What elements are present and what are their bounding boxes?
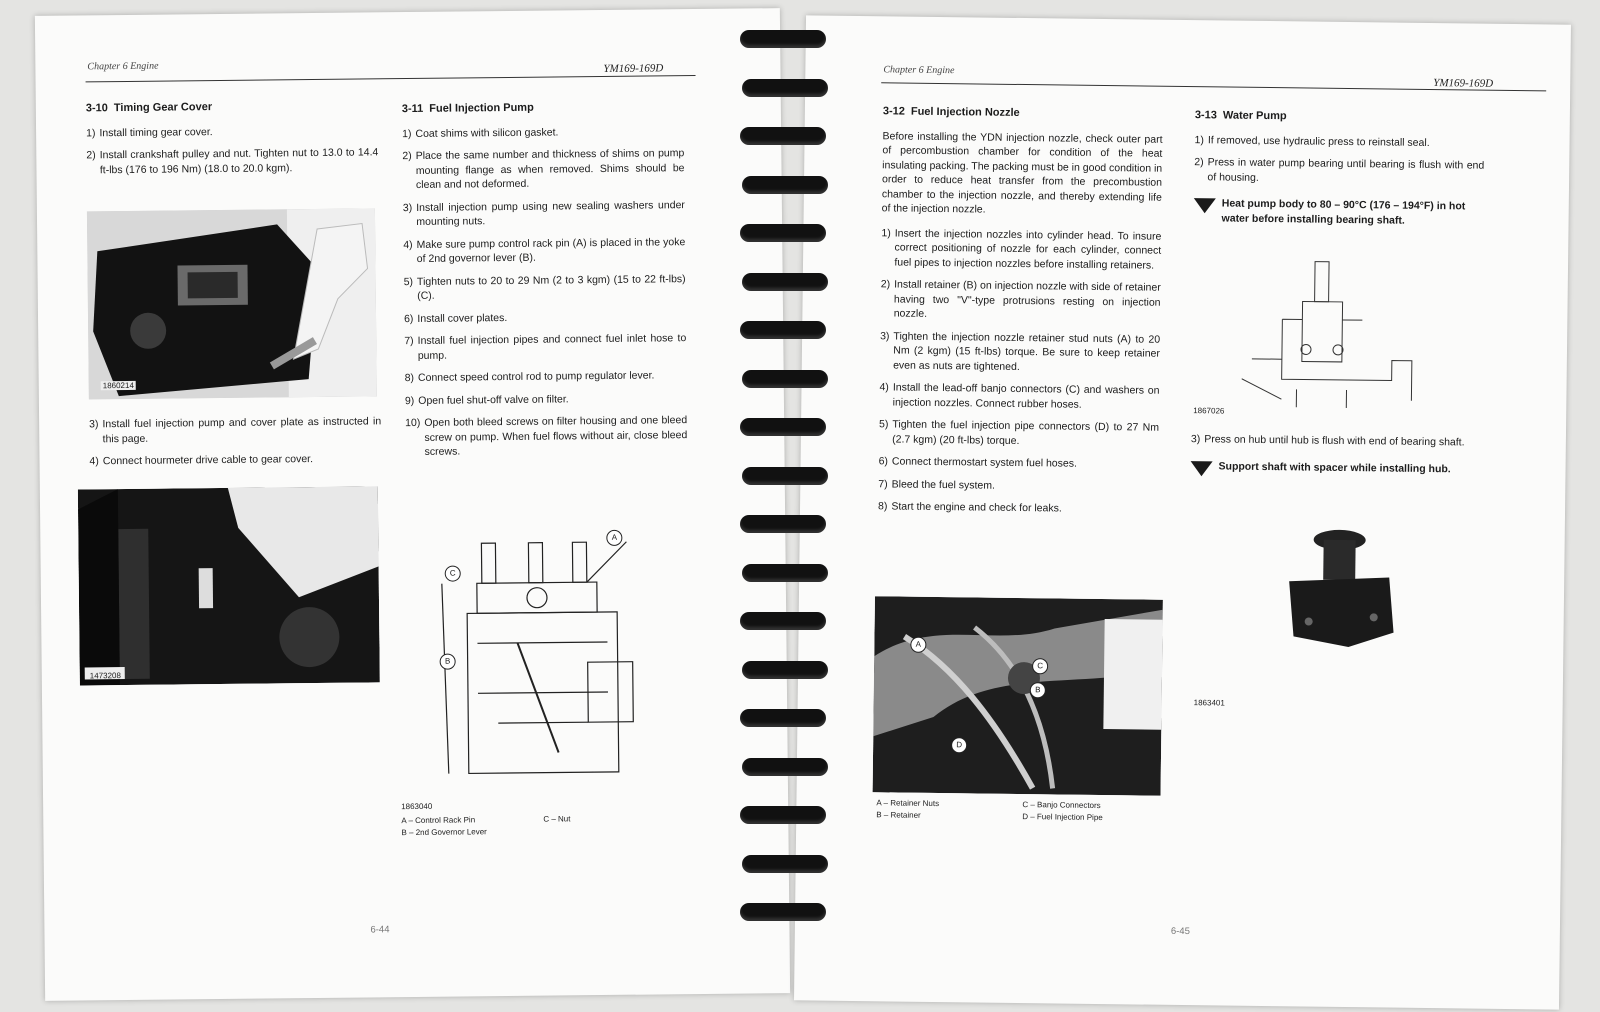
callout-d: D: [951, 737, 967, 753]
section-3-13-cont: [1190, 432, 1481, 491]
section-3-11: [402, 99, 688, 467]
step: 1) Install timing gear cover.: [86, 125, 213, 139]
caution-note: Heat pump body to 80 – 90°C (176 – 194°F) in hot water before installing bearing shaft.: [1194, 196, 1484, 229]
figure-id: 1867026: [1193, 406, 1225, 416]
gear-cover-photo: [78, 486, 380, 685]
binding-coil: [742, 758, 828, 776]
step: 3) Press on hub until hub is flush with end of bearing shaft.: [1190, 433, 1465, 449]
intro-paragraph: Before installing the YDN injection nozzle, check outer part of percombustion chamber for condition of the heat insulating packing. The packing must be in good condition in order to reduce heat transfer from the precombustion chamber to the injection nozzle, and thereby extending life of the injection nozzle.: [881, 129, 1163, 216]
binding-coil: [742, 79, 828, 97]
callout-c: C: [1032, 658, 1048, 674]
step: 2) Place the same number and thickness of shims on pump mounting flange as when removed. Shims should be clean and not deformed.: [402, 147, 685, 191]
binding-coil: [740, 515, 826, 533]
step: 4) Make sure pump control rack pin (A) is placed in the yoke of 2nd governor lever (B).: [403, 235, 686, 265]
step: 5) Tighten the fuel injection pipe connectors (D) to 27 Nm (2.7 kgm) (20 ft-lbs) torque.: [878, 418, 1160, 447]
step: 5) Tighten nuts to 20 to 29 Nm (2 to 3 kgm) (15 to 22 ft-lbs) (C).: [403, 272, 686, 302]
callout-b: B: [440, 654, 456, 670]
right-page: [794, 15, 1571, 1009]
section-title: 3-13 Water Pump: [1194, 109, 1287, 123]
section-title: 3-11 Fuel Injection Pump: [401, 101, 534, 116]
step: 7) Bleed the fuel system.: [878, 477, 996, 492]
chapter-header: Chapter 6 Engine: [883, 64, 955, 77]
figure-id: 1863401: [1193, 698, 1225, 708]
legend-item: B – 2nd Governor Lever: [401, 827, 487, 838]
step: 6) Connect thermostart system fuel hoses.: [878, 455, 1078, 470]
step: 1) Coat shims with silicon gasket.: [402, 125, 559, 140]
step: 3) Install injection pump using new sealing washers under mounting nuts.: [402, 198, 685, 228]
binding-coil: [740, 709, 826, 727]
water-pump-photo: [1278, 521, 1400, 652]
legend-item: A – Control Rack Pin: [401, 815, 476, 826]
legend-item: B – Retainer: [876, 810, 921, 820]
binding-coil: [740, 806, 826, 824]
section-3-13: [1193, 108, 1485, 241]
figure-id: 1860214: [102, 380, 134, 391]
binding-coil: [742, 370, 828, 388]
chapter-header: Chapter 6 Engine: [87, 60, 159, 73]
step: 3) Install fuel injection pump and cover plate as instructed in this page.: [89, 415, 382, 445]
model-header: YM169-169D: [1433, 77, 1494, 90]
section-title: 3-10 Timing Gear Cover: [85, 101, 213, 115]
page-number: 6-44: [370, 924, 390, 936]
binding-coil: [740, 321, 826, 339]
binding-coil: [742, 564, 828, 582]
step: 1) If removed, use hydraulic press to reinstall seal.: [1194, 133, 1430, 149]
injection-pump-diagram: [436, 522, 639, 786]
page-number: 6-45: [1170, 925, 1190, 938]
caution-note: Support shaft with spacer while installing hub.: [1190, 459, 1480, 480]
nozzle-photo: [873, 596, 1163, 796]
binding-coil: [740, 418, 826, 436]
step: 9) Open fuel shut-off valve on filter.: [404, 392, 569, 407]
legend-item: D – Fuel Injection Pipe: [1022, 812, 1103, 823]
step: 2) Install retainer (B) on injection nozzle with side of retainer having two "V"-type protrusions resting on injection nozzle.: [880, 278, 1161, 320]
water-pump-diagram: [1241, 259, 1423, 409]
callout-b: B: [1030, 682, 1046, 698]
step: 8) Connect speed control rod to pump regulator lever.: [404, 369, 655, 385]
binding-coil: [740, 612, 826, 630]
step: 4) Install the lead-off banjo connectors (C) and washers on injection nozzles. Connect rubber hoses.: [879, 381, 1160, 411]
step: 2) Install crankshaft pulley and nut. Tighten nut to 13.0 to 14.4 ft-lbs (176 to 196 Nm) (18.0 to 20.0 kgm).: [86, 146, 379, 176]
header-rule: [86, 75, 696, 82]
step: 4) Connect hourmeter drive cable to gear cover.: [89, 453, 314, 468]
binding-coil: [742, 273, 828, 291]
model-header: YM169-169D: [603, 62, 664, 75]
legend-item: C – Banjo Connectors: [1022, 800, 1101, 811]
caution-icon: [1194, 198, 1216, 213]
pump-photo: [87, 208, 377, 399]
binding-coil: [740, 127, 826, 145]
figure-id: 1863040: [401, 801, 433, 812]
section-3-12: [878, 104, 1163, 525]
step: 3) Tighten the injection nozzle retainer stud nuts (A) to 20 Nm (2 kgm) (15 ft-lbs) torque. Be sure to keep retainer even as nuts are tightened.: [880, 329, 1161, 373]
section-title: 3-12 Fuel Injection Nozzle: [882, 105, 1020, 119]
binding-coil: [742, 661, 828, 679]
section-3-10: [86, 98, 379, 185]
binding-coil: [740, 224, 826, 242]
binding-coil: [742, 467, 828, 485]
step: 8) Start the engine and check for leaks.: [877, 500, 1062, 515]
binding-coil: [740, 30, 826, 48]
step: 10) Open both bleed screws on filter housing and one bleed screw on pump. When fuel flows without air, close bleed screws.: [405, 414, 688, 458]
binding-coil: [742, 176, 828, 194]
binding-coil: [740, 903, 826, 921]
step: 7) Install fuel injection pipes and connect fuel inlet hose to pump.: [404, 332, 687, 362]
section-3-10-cont: [89, 414, 382, 477]
spiral-binding: [740, 30, 832, 970]
legend-item: A – Retainer Nuts: [876, 798, 940, 809]
figure-id: 1473208: [89, 671, 121, 681]
binding-coil: [742, 855, 828, 873]
left-page: [35, 8, 790, 1001]
callout-c: C: [445, 565, 461, 581]
step: 1) Insert the injection nozzles into cylinder head. To insure correct positioning of nozzle for each cylinder, connect fuel pipes to injection nozzles before installing retainers.: [881, 226, 1162, 272]
callout-a: A: [910, 637, 926, 653]
caution-icon: [1190, 461, 1212, 476]
legend-item: C – Nut: [543, 814, 571, 824]
step: 6) Install cover plates.: [403, 311, 508, 325]
callout-a: A: [606, 530, 622, 546]
step: 2) Press in water pump bearing until bearing is flush with end of housing.: [1194, 156, 1485, 184]
